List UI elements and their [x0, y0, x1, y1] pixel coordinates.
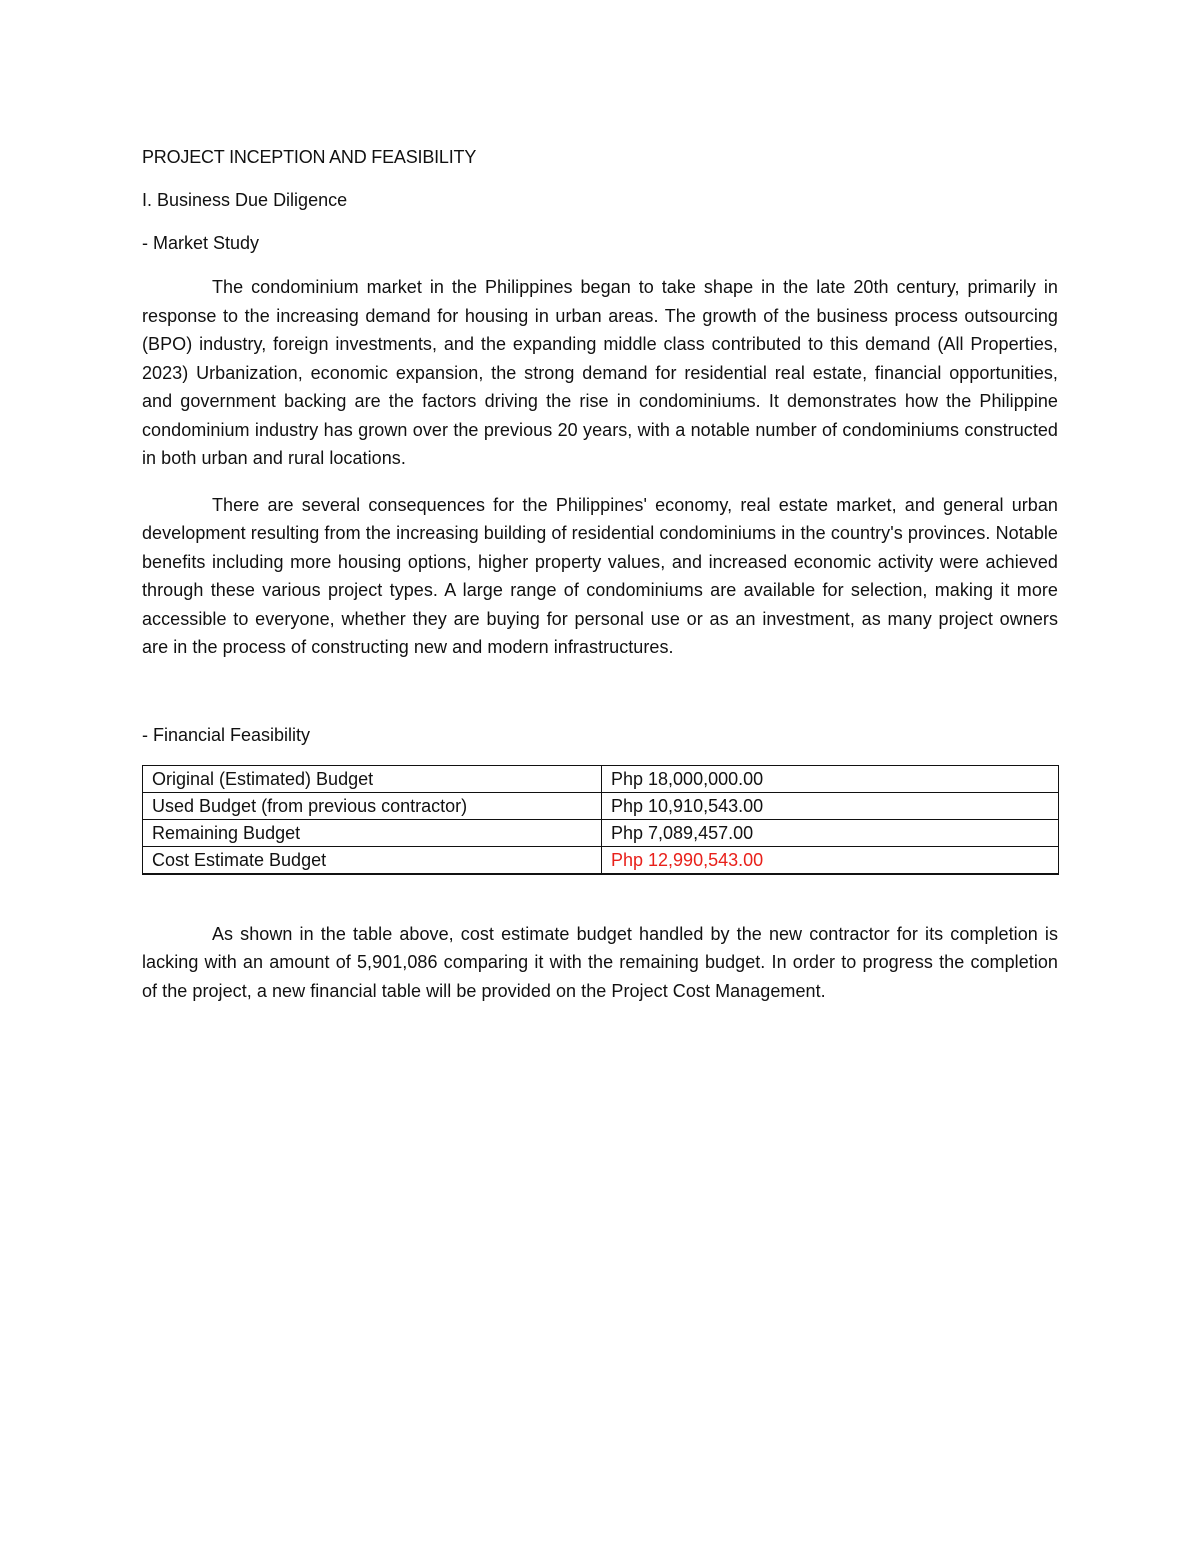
budget-label-remaining: Remaining Budget	[143, 819, 602, 846]
market-study-paragraph-2: There are several consequences for the Philippines' economy, real estate market, and general urban development resulting from the increasing building of residential condominiums in the country's provinces. Notable benefits including more housing options, higher property values, and increased economic activity were achieved through these various project types. A large range of condominiums are available for selection, making it more accessible to everyone, whether they are buying for personal use or as an investment, as many project owners are in the process of constructing new and modern infrastructures.	[142, 494, 1058, 657]
subheading-financial-feasibility: - Financial Feasibility	[142, 724, 311, 745]
market-study-paragraph-1: The condominium market in the Philippines began to take shape in the late 20th century, primarily in response to the increasing demand for housing in urban areas. The growth of the business process outsourcing (BPO) industry, foreign investments, and the expanding middle class contributed to this demand (All Properties, 2023) Urbanization, economic expansion, the strong demand for residential real estate, financial opportunities, and government backing are the factors driving the rise in condominiums. It demonstrates how the Philippine condominium industry has grown over the previous 20 years, with a notable number of condominiums constructed in both urban and rural locations.	[142, 277, 1058, 468]
budget-label-used: Used Budget (from previous contractor)	[143, 792, 602, 819]
budget-value-original: Php 18,000,000.00	[602, 765, 1059, 792]
document-title: PROJECT INCEPTION AND FEASIBILITY	[142, 147, 477, 167]
budget-label-cost-estimate: Cost Estimate Budget	[143, 846, 602, 874]
table-row	[143, 792, 1059, 819]
table-row	[143, 819, 1059, 846]
budget-table	[142, 765, 1059, 875]
table-row	[143, 765, 1059, 792]
table-row	[143, 846, 1059, 874]
document-body	[142, 144, 1058, 1005]
subheading-market-study: - Market Study	[142, 233, 260, 253]
financial-closing-paragraph: As shown in the table above, cost estimate budget handled by the new contractor for its completion is lacking with an amount of 5,901,086 comparing it with the remaining budget. In order to progress the completion of the project, a new financial table will be provided on the Project Cost Management.	[142, 923, 1058, 1001]
budget-value-remaining: Php 7,089,457.00	[602, 819, 1059, 846]
budget-label-original: Original (Estimated) Budget	[143, 765, 602, 792]
budget-value-used: Php 10,910,543.00	[602, 792, 1059, 819]
section-heading-business-due-diligence: I. Business Due Diligence	[142, 190, 348, 210]
budget-value-cost-estimate: Php 12,990,543.00	[602, 846, 1059, 874]
